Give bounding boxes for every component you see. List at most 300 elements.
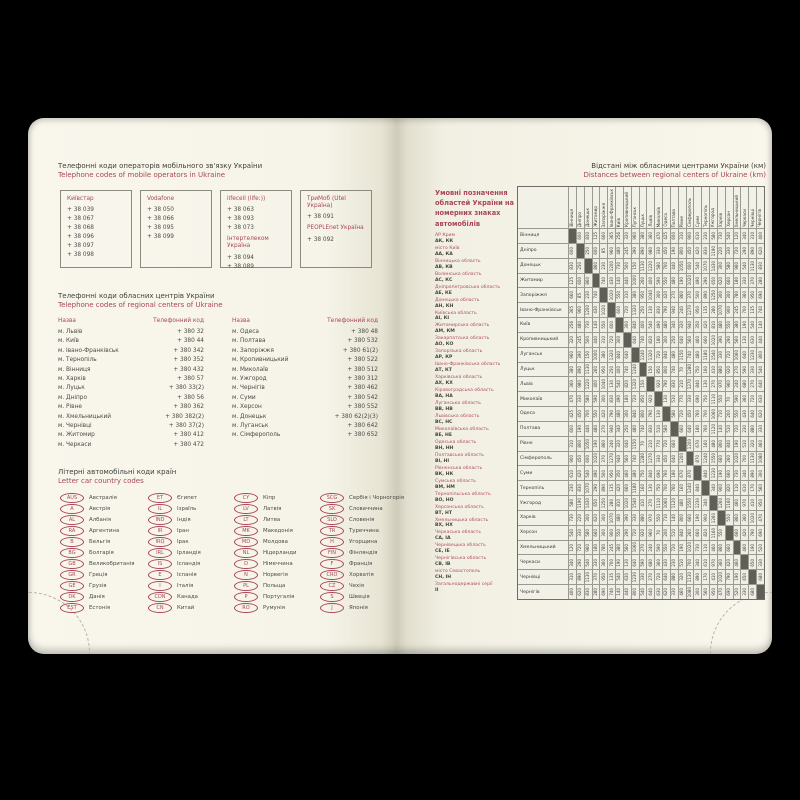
distance-cell <box>616 496 623 510</box>
distance-cell <box>640 541 647 555</box>
distance-cell <box>600 526 607 540</box>
distance-value: 550 <box>718 528 724 537</box>
distance-value: 890 <box>702 291 708 300</box>
distance-table-column-header <box>655 187 662 228</box>
country-item <box>60 525 148 536</box>
distance-cell <box>718 274 725 288</box>
distance-table-row-label: Миколаїв <box>518 392 568 406</box>
distance-cell <box>694 452 701 466</box>
distance-cell <box>741 348 748 362</box>
distance-cell <box>624 452 631 466</box>
distance-cell <box>632 259 639 273</box>
city-phone-code: + 380 522 <box>347 357 378 364</box>
city-row <box>58 347 204 356</box>
distance-cell <box>671 288 678 302</box>
distance-value: 420 <box>663 291 669 300</box>
distance-cell <box>593 259 600 273</box>
distance-value: 330 <box>592 558 598 567</box>
operator-box <box>220 190 292 268</box>
distance-value: 330 <box>687 395 693 403</box>
distance-cell <box>710 452 717 466</box>
distance-value: 330 <box>757 558 763 567</box>
distance-diagonal-cell <box>687 452 694 466</box>
distance-cell <box>608 466 615 480</box>
distance-cell <box>616 274 623 288</box>
distance-value: 110 <box>702 543 708 552</box>
distance-cell <box>734 363 741 377</box>
country-name: Болгарія <box>89 549 114 556</box>
distance-value: 135 <box>608 484 614 492</box>
distance-value: 85 <box>600 248 606 254</box>
city-name: м. Чернігів <box>232 385 265 392</box>
distance-value: 560 <box>702 588 708 596</box>
distance-cell <box>749 422 756 436</box>
distance-value: 330 <box>639 573 645 582</box>
distance-cell <box>585 288 592 302</box>
country-name: Німеччина <box>263 560 293 567</box>
distance-value: 1070 <box>702 260 708 271</box>
distance-cell <box>679 570 686 584</box>
distance-cell <box>647 555 654 569</box>
distance-table-column-header <box>671 187 678 228</box>
distance-value: 330 <box>741 588 747 596</box>
distance-value: 260 <box>726 454 732 463</box>
distance-cell <box>702 318 709 332</box>
distance-cell <box>608 318 615 332</box>
city-phone-code: + 380 48 <box>351 329 378 335</box>
distance-cell <box>577 229 584 243</box>
distance-value: 630 <box>624 573 630 582</box>
operator-name: Vodafone <box>147 196 175 202</box>
distance-cell <box>577 541 584 555</box>
distance-value: 840 <box>647 469 653 478</box>
distance-value: 660 <box>592 528 598 537</box>
distance-cell <box>694 392 701 406</box>
distance-cell <box>655 377 662 391</box>
distance-cell <box>741 422 748 436</box>
distance-cell <box>632 363 639 377</box>
distance-value: 370 <box>749 276 755 285</box>
distance-value: 330 <box>655 246 661 255</box>
distance-cell <box>647 526 654 540</box>
distance-value: 150 <box>632 261 638 270</box>
distance-value: 950 <box>639 291 645 300</box>
distance-value: 425 <box>663 232 669 240</box>
distance-value: 540 <box>647 321 653 329</box>
distance-value: 950 <box>608 469 614 478</box>
distance-value: 190 <box>741 321 747 329</box>
distance-cell <box>694 555 701 569</box>
distance-cell <box>632 555 639 569</box>
distance-value: 960 <box>608 246 614 255</box>
country-item <box>148 569 234 580</box>
country-code-badge: IS <box>148 559 172 569</box>
distance-cell <box>702 422 709 436</box>
distance-cell <box>600 452 607 466</box>
operator-code: + 38 095 <box>147 225 174 232</box>
distance-cell <box>710 274 717 288</box>
distance-value: 950 <box>600 365 606 374</box>
distance-value: 610 <box>702 558 708 567</box>
distance-cell <box>718 318 725 332</box>
distance-cell <box>741 392 748 406</box>
distance-cell <box>663 466 670 480</box>
distance-cell <box>694 377 701 391</box>
distance-value: 750 <box>655 484 661 492</box>
distance-table-column-header <box>718 187 725 228</box>
distance-cell <box>741 407 748 421</box>
distance-table-column-header <box>600 187 607 228</box>
distance-value: 640 <box>741 350 747 359</box>
distance-cell <box>655 244 662 258</box>
column-city-name: Сімферополь <box>686 197 692 227</box>
distance-value: 580 <box>569 499 575 507</box>
city-name: м. Хмельницький <box>58 413 112 420</box>
distance-cell <box>734 555 741 569</box>
distance-value: 1020 <box>608 290 614 301</box>
regional-codes-header <box>232 318 378 324</box>
distance-table-column-header <box>741 187 748 228</box>
distance-cell <box>679 541 686 555</box>
distance-value: 810 <box>616 499 622 507</box>
distance-cell <box>663 555 670 569</box>
distance-cell <box>687 481 694 495</box>
country-item <box>234 580 320 591</box>
distance-cell <box>577 585 584 599</box>
distance-cell <box>647 437 654 451</box>
distance-cell <box>718 437 725 451</box>
distance-table-column-header <box>749 187 756 228</box>
distance-cell <box>569 407 576 421</box>
distance-value: 130 <box>663 395 669 403</box>
distance-cell <box>726 244 733 258</box>
distance-value: 470 <box>718 588 724 596</box>
distance-value: 550 <box>718 395 724 403</box>
distance-cell <box>718 541 725 555</box>
country-code-badge: LT <box>234 515 258 525</box>
distance-cell <box>757 229 764 243</box>
distance-cell <box>655 363 662 377</box>
distance-value: 700 <box>702 410 708 418</box>
plate-region-name: Херсонська область <box>435 504 484 510</box>
distance-cell <box>577 481 584 495</box>
distance-cell <box>569 541 576 555</box>
city-phone-code: + 380 57 <box>177 375 204 382</box>
distance-value: 1000 <box>592 349 598 360</box>
distance-cell <box>749 481 756 495</box>
distance-cell <box>726 407 733 421</box>
country-code-badge: S <box>320 592 344 602</box>
country-name: Ісландія <box>177 560 201 567</box>
plate-region-codes: АТ, КТ <box>435 368 452 374</box>
distance-cell <box>679 333 686 347</box>
city-row <box>232 422 378 431</box>
distance-value: 190 <box>749 543 755 552</box>
distance-value: 960 <box>632 232 638 240</box>
operator-code: + 38 068 <box>67 225 94 232</box>
plate-entry <box>435 492 515 504</box>
distance-cell <box>632 541 639 555</box>
distance-cell <box>593 244 600 258</box>
distance-cell <box>726 437 733 451</box>
distance-cell <box>679 318 686 332</box>
distance-value: 920 <box>639 528 645 537</box>
distance-cell <box>726 570 733 584</box>
distance-value: 800 <box>679 246 685 255</box>
distance-value: 140 <box>671 514 677 522</box>
distance-cell <box>734 377 741 391</box>
distance-table-row-label: Луцьк <box>518 363 568 377</box>
distance-value: 600 <box>577 276 583 285</box>
plate-entry <box>435 375 515 387</box>
distance-cell <box>600 496 607 510</box>
distance-cell <box>749 377 756 391</box>
distance-cell <box>694 481 701 495</box>
distance-cell <box>608 585 615 599</box>
distance-value: 480 <box>616 246 622 255</box>
distance-cell <box>726 511 733 525</box>
distance-cell <box>585 481 592 495</box>
distance-diagonal-cell <box>577 244 584 258</box>
distance-cell <box>585 422 592 436</box>
distance-cell <box>655 407 662 421</box>
distance-value: 320 <box>624 232 630 240</box>
distance-value: 540 <box>616 573 622 582</box>
country-item <box>320 547 416 558</box>
distance-value: 550 <box>726 514 732 522</box>
city-name: м. Вінниця <box>58 366 91 373</box>
plate-entry <box>435 427 515 439</box>
plate-region-codes: АВ, КВ <box>435 264 453 270</box>
distance-value: 130 <box>647 306 653 314</box>
distance-cell <box>749 452 756 466</box>
distance-cell <box>640 407 647 421</box>
distance-value: 300 <box>600 528 606 537</box>
distance-table-row-label: Сімферополь <box>518 452 568 466</box>
distance-value: 1050 <box>679 260 685 271</box>
distance-cell <box>593 585 600 599</box>
distance-value: 660 <box>694 528 700 537</box>
distance-cell <box>710 437 717 451</box>
distance-cell <box>608 244 615 258</box>
distance-cell <box>577 496 584 510</box>
distance-value: 720 <box>734 425 740 433</box>
distance-cell <box>577 303 584 317</box>
distance-cell <box>687 526 694 540</box>
distance-value: 830 <box>569 261 575 270</box>
distance-value: 370 <box>687 291 693 300</box>
distance-cell <box>600 318 607 332</box>
city-phone-code: + 380 462 <box>347 385 378 392</box>
distance-value: 330 <box>671 588 677 596</box>
distance-cell <box>749 496 756 510</box>
distance-value: 460 <box>624 469 630 478</box>
distance-cell <box>616 244 623 258</box>
distance-value: 900 <box>687 232 693 240</box>
column-header-code: Телефонний код <box>327 318 378 324</box>
distance-cell <box>679 496 686 510</box>
distance-value: 330 <box>718 350 724 359</box>
distance-cell <box>577 422 584 436</box>
distance-value: 480 <box>577 321 583 329</box>
distance-cell <box>718 481 725 495</box>
distance-cell <box>671 555 678 569</box>
plate-region-name: місто Київ <box>435 245 460 251</box>
distance-value: 740 <box>757 306 763 314</box>
distance-value: 670 <box>679 469 685 478</box>
distance-cell <box>671 481 678 495</box>
distance-cell <box>585 274 592 288</box>
distance-value: 420 <box>741 528 747 537</box>
country-name: Бельгія <box>89 538 111 545</box>
distance-value: 720 <box>734 246 740 255</box>
country-item <box>148 591 234 602</box>
distance-cell <box>710 511 717 525</box>
country-code-badge: E <box>148 570 172 580</box>
distance-cell <box>687 392 694 406</box>
distance-table-column-header <box>593 187 600 228</box>
distance-value: 310 <box>624 291 630 300</box>
column-city-name: Чернівці <box>749 208 755 227</box>
plate-entry <box>435 233 515 245</box>
distance-table-column-header <box>663 187 670 228</box>
column-city-name: Ужгород <box>710 207 716 227</box>
distance-cell <box>749 333 756 347</box>
distance-cell <box>734 348 741 362</box>
distance-value: 840 <box>694 484 700 492</box>
distance-value: 190 <box>679 543 685 552</box>
distance-value: 560 <box>624 543 630 552</box>
distance-value: 880 <box>671 573 677 582</box>
distance-value: 240 <box>647 543 653 552</box>
distance-value: 540 <box>616 380 622 389</box>
distance-cell <box>749 244 756 258</box>
column-city-name: Черкаси <box>741 208 747 227</box>
distance-value: 130 <box>647 484 653 492</box>
distance-cell <box>671 348 678 362</box>
country-item <box>60 558 148 569</box>
country-item <box>60 569 148 580</box>
distance-cell <box>585 377 592 391</box>
distance-value: 180 <box>671 469 677 478</box>
distance-cell <box>663 541 670 555</box>
distance-value: 640 <box>647 588 653 596</box>
distance-cell <box>726 555 733 569</box>
distance-cell <box>726 481 733 495</box>
distance-value: 150 <box>585 350 591 359</box>
country-name: Іран <box>177 527 189 534</box>
country-code-badge: P <box>234 592 258 602</box>
country-name: Іспанія <box>177 571 197 578</box>
distance-value: 250 <box>577 261 583 270</box>
distance-value: 330 <box>726 246 732 255</box>
distance-value: 680 <box>749 588 755 596</box>
distance-cell <box>710 555 717 569</box>
distance-value: 1130 <box>687 572 693 583</box>
distance-value: 590 <box>741 365 747 374</box>
distance-cell <box>694 363 701 377</box>
distance-value: 270 <box>639 543 645 552</box>
distance-table-row-label: Івано-Франківськ <box>518 303 568 317</box>
distance-cell <box>663 363 670 377</box>
distance-cell <box>616 363 623 377</box>
distance-value: 720 <box>632 395 638 403</box>
distance-cell <box>734 303 741 317</box>
distance-table-column-header <box>585 187 592 228</box>
distance-value: 510 <box>679 558 685 567</box>
city-phone-code: + 380 44 <box>177 338 204 345</box>
distance-value: 400 <box>616 365 622 374</box>
distance-cell <box>608 541 615 555</box>
plate-region-codes: СН, ІН <box>435 575 452 581</box>
distance-value: 330 <box>577 395 583 403</box>
distance-value: 1040 <box>647 290 653 301</box>
distance-cell <box>577 555 584 569</box>
distance-value: 70 <box>639 441 645 447</box>
distance-value: 890 <box>639 246 645 255</box>
distance-table-column-header <box>694 187 701 228</box>
country-code-badge: D <box>234 559 258 569</box>
distance-value: 240 <box>734 380 740 389</box>
plate-region-name: АР Крим <box>435 232 456 238</box>
distance-cell <box>741 229 748 243</box>
distance-value: 300 <box>718 261 724 270</box>
distance-cell <box>687 259 694 273</box>
distance-cell <box>757 348 764 362</box>
distance-value: 320 <box>569 335 575 344</box>
city-phone-code: + 380 472 <box>173 441 204 448</box>
distance-value: 1120 <box>671 497 677 509</box>
distance-value: 340 <box>741 232 747 240</box>
distance-cell <box>585 303 592 317</box>
distance-value: 1260 <box>718 497 724 509</box>
distance-table-corner-cell <box>518 187 568 228</box>
distance-cell <box>585 511 592 525</box>
country-name: Греція <box>89 571 108 578</box>
plate-region-name: Сумська область <box>435 478 476 484</box>
distance-value: 740 <box>608 588 614 596</box>
country-code-badge: GE <box>60 581 84 591</box>
distance-cell <box>632 407 639 421</box>
country-item <box>148 525 234 536</box>
distance-cell <box>757 511 764 525</box>
distance-diagonal-cell <box>593 274 600 288</box>
plate-region-codes: АО, КО <box>435 342 454 348</box>
distance-value: 780 <box>734 291 740 300</box>
distance-cell <box>585 229 592 243</box>
operator-code: + 38 066 <box>147 216 174 223</box>
distance-value: 1070 <box>608 512 614 523</box>
distance-cell <box>702 452 709 466</box>
distance-value: 460 <box>710 543 716 552</box>
distance-cell <box>600 511 607 525</box>
distance-value: 470 <box>655 232 661 240</box>
distance-cell <box>694 526 701 540</box>
distance-value: 1080 <box>687 586 693 598</box>
country-code-badge: RA <box>60 526 84 536</box>
distance-value: 620 <box>592 514 598 522</box>
distance-value: 630 <box>757 395 763 403</box>
distance-value: 1280 <box>687 364 693 375</box>
distance-cell <box>600 377 607 391</box>
country-name: Нідерланди <box>263 549 297 556</box>
distance-cell <box>710 259 717 273</box>
distance-cell <box>663 437 670 451</box>
distance-cell <box>710 585 717 599</box>
operator-code: + 38 097 <box>67 243 94 250</box>
distance-cell <box>749 466 756 480</box>
distance-value: 425 <box>569 410 575 418</box>
